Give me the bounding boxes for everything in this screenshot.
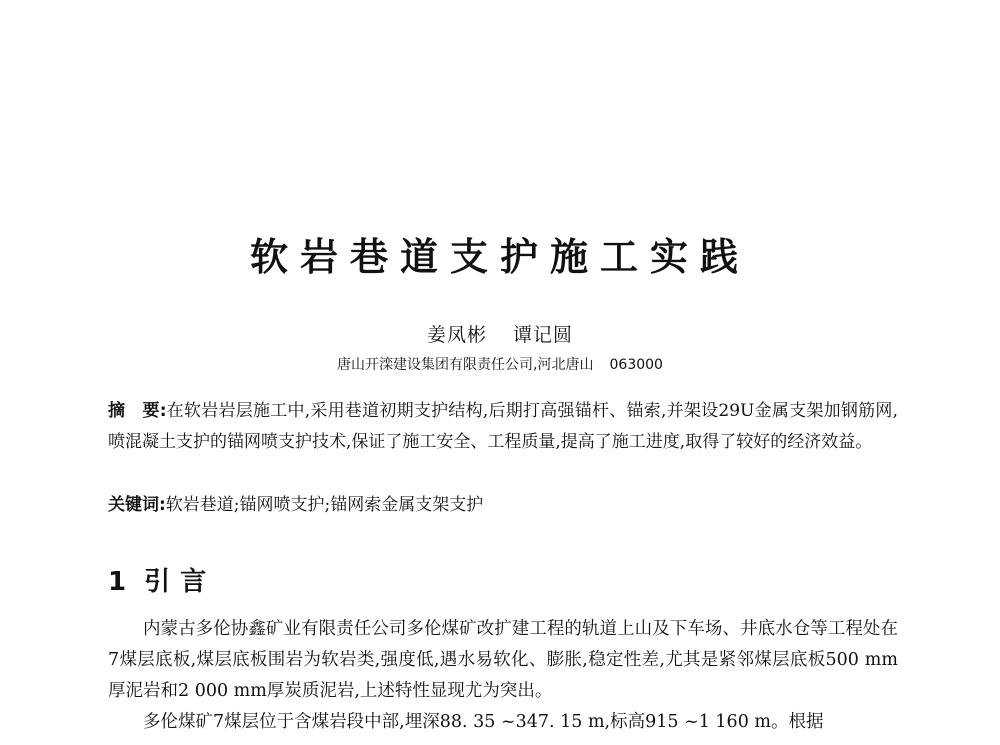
abstract [108,396,898,458]
abstract-label: 摘 要: [108,401,167,421]
affiliation-org: 唐山开滦建设集团有限责任公司,河北唐山 [337,357,594,373]
section-body [108,614,898,738]
keywords-label: 关键词: [108,495,166,515]
affiliation [0,354,1000,376]
paper-title: 软岩巷道支护施工实践 [249,235,750,279]
abstract-text: 在软岩岩层施工中,采用巷道初期支护结构,后期打高强锚杆、锚索,并架设29U金属支架加钢筋网,喷混凝土支护的锚网喷支护技术,保证了施工安全、工程质量,提高了施工进度,取得了较好的经济效益。 [108,401,898,452]
section-number: 1 [108,567,127,597]
keywords-text: 软岩巷道;锚网喷支护;锚网索金属支架支护 [165,495,484,515]
author-list [0,322,1000,348]
affiliation-zip: 063000 [609,357,663,373]
body-paragraph: 多伦煤矿7煤层位于含煤岩段中部,埋深88. 35 ~347. 15 m,标高915 ~1 160 m。根据 [143,712,824,732]
section-title: 引言 [144,567,217,597]
author-name: 姜凤彬 [426,324,487,346]
section-heading [108,564,216,600]
body-paragraph: 内蒙古多伦协鑫矿业有限责任公司多伦煤矿改扩建工程的轨道上山及下车场、井底水仓等工程处在7煤层底板,煤层底板围岩为软岩类,强度低,遇水易软化、膨胀,稳定性差,尤其是紧邻煤层底板500 mm厚泥岩和2 000 mm厚炭质泥岩,上述特性显现尤为突出。 [108,619,898,701]
author-name: 谭记圆 [513,324,574,346]
keywords [108,490,898,521]
